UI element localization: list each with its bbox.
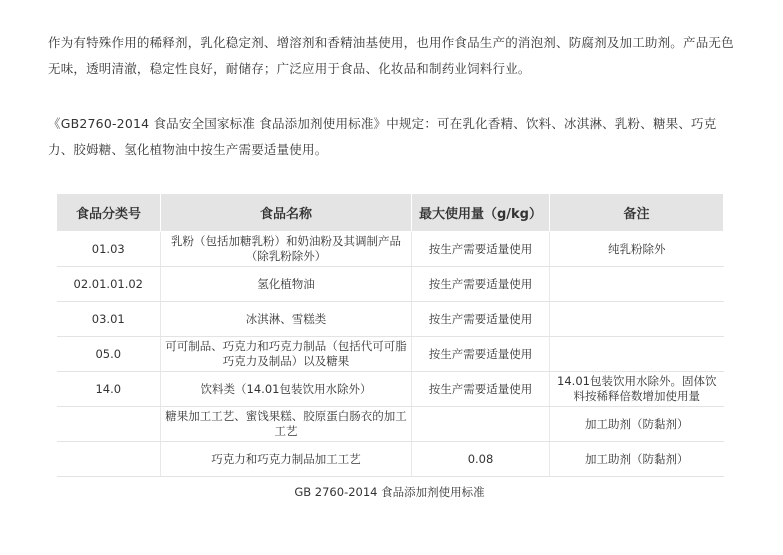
additive-usage-table <box>56 193 724 477</box>
cell-name: 巧克力和巧克力制品加工工艺 <box>161 442 412 477</box>
intro-paragraph: 作为有特殊作用的稀释剂，乳化稳定剂、增溶剂和香精油基使用，也用作食品生产的消泡剂、防腐剂及加工助剂。产品无色无味，透明清澈，稳定性良好，耐储存；广泛应用于食品、化妆品和制药业饲料行业。 <box>48 35 734 76</box>
header-note: 备注 <box>550 194 724 232</box>
regulation-paragraph: 《GB2760-2014 食品安全国家标准 食品添加剂使用标准》中规定：可在乳化香精、饮料、冰淇淋、乳粉、糖果、巧克力、胶姆糖、氢化植物油中按生产需要适量使用。 <box>48 116 717 157</box>
header-food-name: 食品名称 <box>161 194 412 232</box>
cell-name: 可可制品、巧克力和巧克力制品（包括代可可脂巧克力及制品）以及糖果 <box>161 337 412 372</box>
table-row <box>57 372 724 407</box>
cell-code: 05.0 <box>57 337 161 372</box>
cell-max: 按生产需要适量使用 <box>412 372 550 407</box>
cell-note <box>550 302 724 337</box>
cell-max: 按生产需要适量使用 <box>412 302 550 337</box>
header-category-code: 食品分类号 <box>57 194 161 232</box>
cell-max <box>412 407 550 442</box>
cell-note: 加工助剂（防黏剂） <box>550 442 724 477</box>
table-caption: GB 2760-2014 食品添加剂使用标准 <box>294 485 485 499</box>
cell-max: 按生产需要适量使用 <box>412 232 550 267</box>
table-row <box>57 442 724 477</box>
cell-name: 乳粉（包括加糖乳粉）和奶油粉及其调制产品（除乳粉除外） <box>161 232 412 267</box>
cell-code: 03.01 <box>57 302 161 337</box>
cell-code: 01.03 <box>57 232 161 267</box>
table-row <box>57 302 724 337</box>
table-row <box>57 407 724 442</box>
cell-note: 14.01包装饮用水除外。固体饮料按稀释倍数增加使用量 <box>550 372 724 407</box>
cell-max: 按生产需要适量使用 <box>412 267 550 302</box>
cell-code: 02.01.01.02 <box>57 267 161 302</box>
cell-name: 糖果加工工艺、蜜饯果糕、胶原蛋白肠衣的加工工艺 <box>161 407 412 442</box>
table-row <box>57 232 724 267</box>
cell-note <box>550 267 724 302</box>
cell-max: 0.08 <box>412 442 550 477</box>
cell-note: 纯乳粉除外 <box>550 232 724 267</box>
cell-code <box>57 442 161 477</box>
cell-name: 饮料类（14.01包装饮用水除外） <box>161 372 412 407</box>
cell-note <box>550 337 724 372</box>
cell-name: 氢化植物油 <box>161 267 412 302</box>
cell-max: 按生产需要适量使用 <box>412 337 550 372</box>
table-row <box>57 267 724 302</box>
cell-code: 14.0 <box>57 372 161 407</box>
cell-name: 冰淇淋、雪糕类 <box>161 302 412 337</box>
cell-note: 加工助剂（防黏剂） <box>550 407 724 442</box>
cell-code <box>57 407 161 442</box>
table-header-row <box>57 194 724 232</box>
header-max-usage: 最大使用量（g/kg） <box>412 194 550 232</box>
table-row <box>57 337 724 372</box>
